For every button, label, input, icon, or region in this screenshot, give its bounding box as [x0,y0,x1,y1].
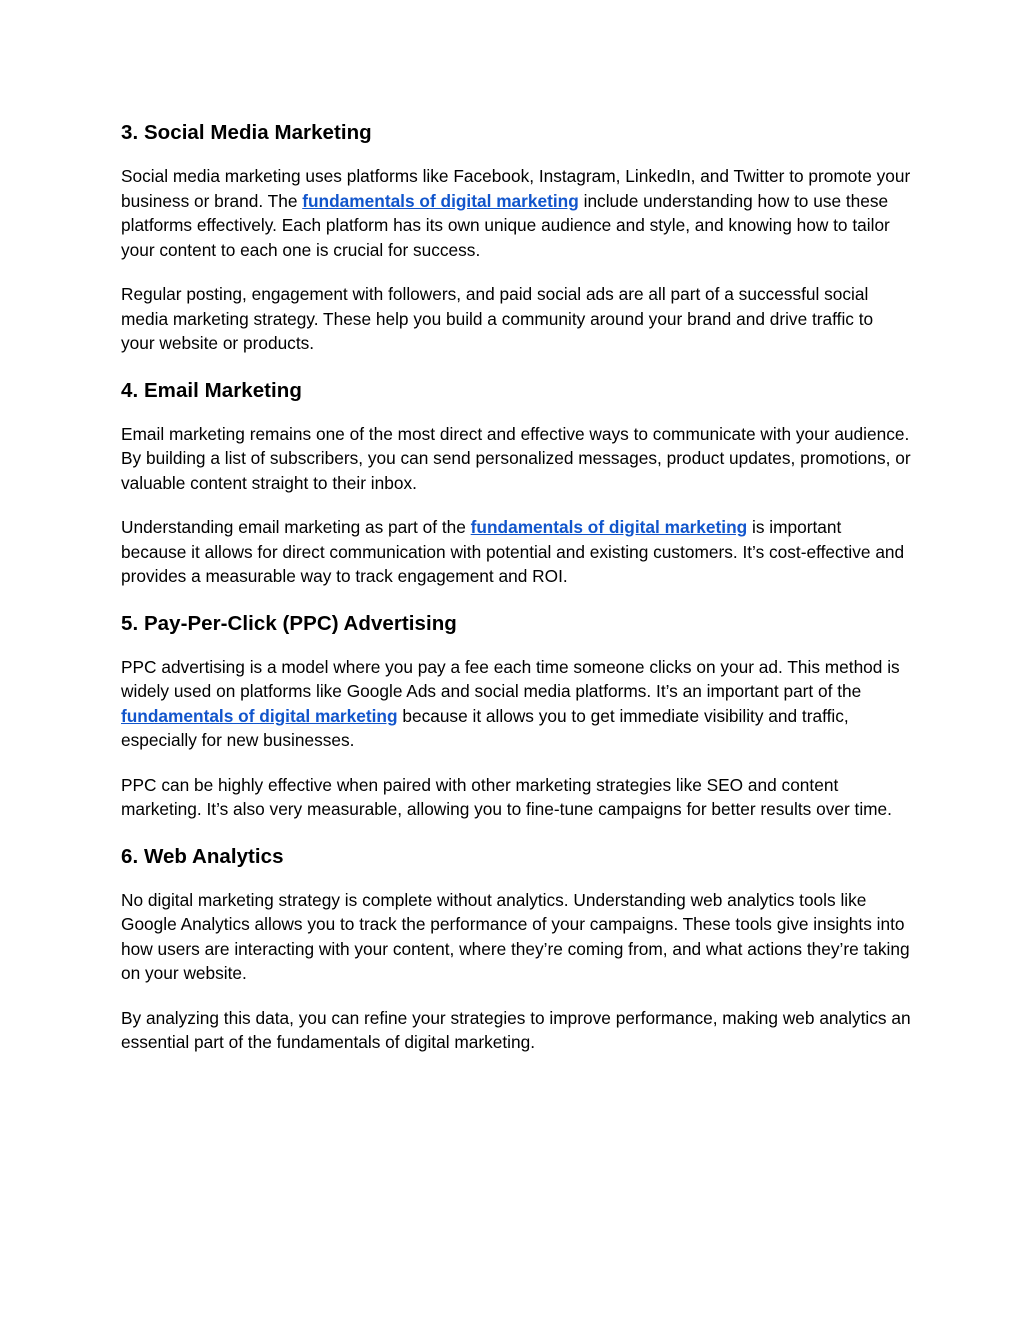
paragraph: PPC can be highly effective when paired with other marketing strategies like SEO and content marketing. It’s also very measurable, allowing you to fine-tune campaigns for better results over time. [121,774,892,819]
section-ppc-advertising [121,609,911,822]
paragraph-text: PPC advertising is a model where you pay a fee each time someone clicks on your ad. This method is widely used on platforms like Google Ads and social media platforms. It’s an important part of the [121,656,900,701]
section-heading: 5. Pay-Per-Click (PPC) Advertising [121,611,457,635]
document-content [121,118,911,1055]
section-web-analytics [121,842,911,1055]
fundamentals-link[interactable]: fundamentals of digital marketing [470,517,748,537]
paragraph: Regular posting, engagement with followers, and paid social ads are all part of a successful social media marketing strategy. These help you build a community around your brand and drive traffic to your website or products. [121,284,874,353]
fundamentals-link[interactable]: fundamentals of digital marketing [302,190,579,211]
paragraph-text: Understanding email marketing as part of the [121,517,471,537]
paragraph [121,164,911,262]
paragraph-text: is important because it allows for direct communication with potential and existing customers. It’s cost-effective and provides a measurable way to track engagement and ROI. [121,517,905,586]
paragraph [121,515,911,589]
paragraph: By analyzing this data, you can refine your strategies to improve performance, making web analytics an essential part of the fundamentals of digital marketing. [121,1007,911,1052]
paragraph: Email marketing remains one of the most direct and effective ways to communicate with your audience. By building a list of subscribers, you can send personalized messages, product updates, promotions, or valuable content straight to their inbox. [121,423,911,493]
paragraph-text: Social media marketing uses platforms like Facebook, Instagram, LinkedIn, and Twitter to promote your business or brand. The [121,166,911,211]
paragraph [121,655,911,753]
paragraph: No digital marketing strategy is complete without analytics. Understanding web analytics tools like Google Analytics allows you to track the performance of your campaigns. These tools give insights into how users are interacting with your content, where they’re coming from, and what actions they’re taking on your website. [121,889,910,983]
paragraph-text: because it allows you to get immediate visibility and traffic, especially for new businesses. [121,705,849,750]
paragraph-text: include understanding how to use these platforms effectively. Each platform has its own unique audience and style, and knowing how to tailor your content to each one is crucial for success. [121,190,890,260]
fundamentals-link[interactable]: fundamentals of digital marketing [121,705,398,726]
section-social-media-marketing [121,118,911,356]
section-heading: 4. Email Marketing [121,378,302,402]
section-heading: 6. Web Analytics [121,844,284,868]
section-email-marketing [121,376,911,589]
section-heading: 3. Social Media Marketing [121,121,372,144]
